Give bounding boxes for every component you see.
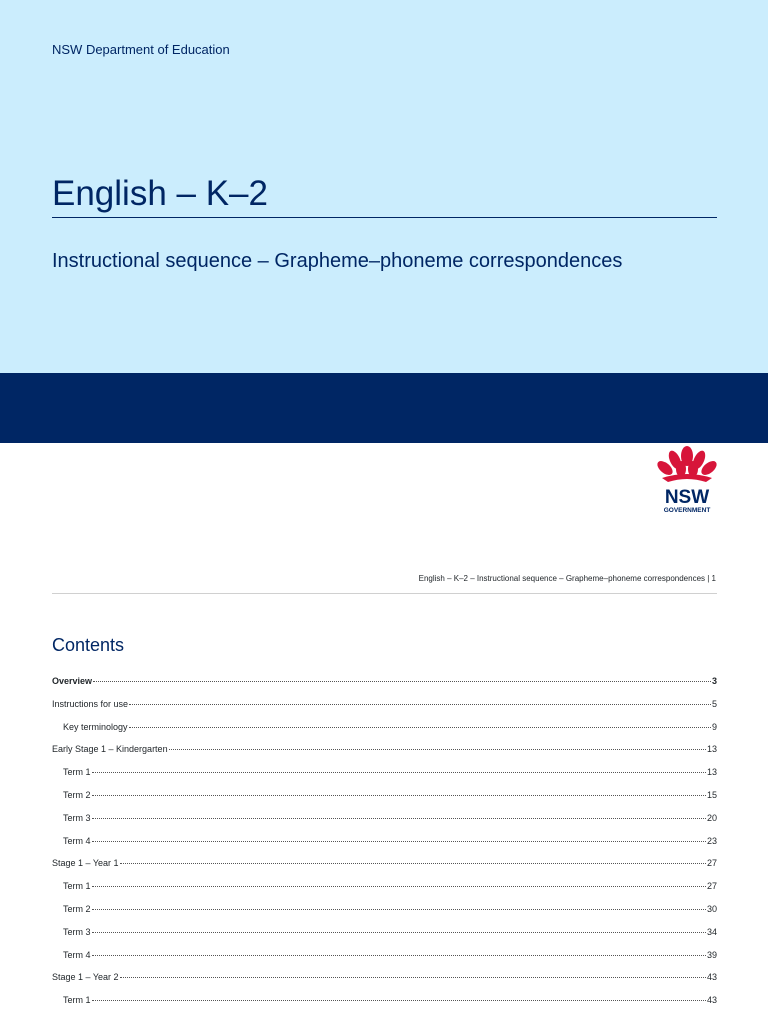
toc-item-early-stage-1[interactable] (52, 744, 717, 767)
toc-page: 34 (706, 926, 717, 937)
toc-page: 9 (711, 721, 717, 732)
toc-label: Term 1 (63, 995, 91, 1006)
toc-label: Term 2 (63, 903, 91, 914)
toc-leader (92, 909, 706, 910)
toc-item-instructions-for-use[interactable] (52, 699, 717, 722)
title-divider (52, 217, 717, 218)
toc-page: 3 (711, 676, 717, 686)
toc-label: Key terminology (63, 721, 128, 732)
toc-page: 23 (706, 835, 717, 846)
toc-page: 13 (706, 744, 717, 755)
toc-label: Term 3 (63, 926, 91, 937)
toc-leader (92, 818, 706, 819)
toc-label: Stage 1 – Year 2 (52, 972, 119, 983)
toc-label: Term 1 (63, 881, 91, 892)
document-subtitle: Instructional sequence – Grapheme–phoneme correspondences (52, 250, 623, 272)
toc-leader (92, 955, 706, 956)
toc-leader (129, 727, 711, 728)
toc-leader (92, 841, 706, 842)
toc-label: Overview (52, 676, 93, 686)
toc-page: 43 (706, 995, 717, 1006)
toc-leader (129, 704, 711, 705)
toc-item-y1-term-3[interactable] (52, 927, 717, 950)
document-title: English – K–2 (52, 174, 268, 213)
toc-page: 27 (706, 858, 717, 869)
toc-item-key-terminology[interactable] (52, 722, 717, 745)
toc-item-overview[interactable] (52, 676, 717, 699)
toc-label: Term 3 (63, 812, 91, 823)
toc-page: 43 (706, 972, 717, 983)
cover-panel (0, 0, 768, 373)
logo-nsw-text: NSW (664, 487, 710, 508)
toc-leader (93, 681, 711, 682)
toc-page: 30 (706, 903, 717, 914)
toc-leader (120, 863, 706, 864)
toc-item-es1-term-4[interactable] (52, 836, 717, 859)
toc-page: 13 (706, 767, 717, 778)
toc-page: 5 (711, 698, 717, 709)
toc-leader (92, 772, 706, 773)
toc-page: 39 (706, 949, 717, 960)
toc-leader (169, 749, 706, 750)
toc-leader (92, 886, 706, 887)
toc-item-es1-term-1[interactable] (52, 767, 717, 790)
toc-page: 27 (706, 881, 717, 892)
waratah-icon (654, 444, 720, 516)
toc-label: Term 2 (63, 789, 91, 800)
toc-label: Stage 1 – Year 1 (52, 858, 119, 869)
toc-item-es1-term-2[interactable] (52, 790, 717, 813)
toc-leader (92, 795, 706, 796)
navy-band (0, 373, 768, 443)
logo-government-text: GOVERNMENT (663, 507, 711, 514)
toc-item-stage-1-year-1[interactable] (52, 858, 717, 881)
contents-heading: Contents (52, 635, 125, 655)
toc-item-y1-term-1[interactable] (52, 881, 717, 904)
toc-item-stage-1-year-2[interactable] (52, 972, 717, 995)
toc-label: Early Stage 1 – Kindergarten (52, 744, 168, 755)
toc-item-es1-term-3[interactable] (52, 813, 717, 836)
toc-label: Term 4 (63, 835, 91, 846)
toc-label: Term 4 (63, 949, 91, 960)
toc-item-y1-term-2[interactable] (52, 904, 717, 927)
department-name: NSW Department of Education (52, 42, 230, 57)
toc-leader (92, 932, 706, 933)
toc-page: 15 (706, 789, 717, 800)
toc-item-y1-term-4[interactable] (52, 950, 717, 973)
toc-label: Term 1 (63, 767, 91, 778)
table-of-contents (52, 676, 717, 1018)
toc-label: Instructions for use (52, 698, 129, 709)
header-divider (52, 593, 717, 594)
toc-item-y2-term-1[interactable] (52, 995, 717, 1018)
toc-leader (120, 977, 706, 978)
running-header: English – K–2 – Instructional sequence – Grapheme–phoneme correspondences | 1 (418, 574, 716, 583)
nsw-government-logo (654, 444, 720, 516)
toc-page: 20 (706, 812, 717, 823)
toc-leader (92, 1000, 706, 1001)
